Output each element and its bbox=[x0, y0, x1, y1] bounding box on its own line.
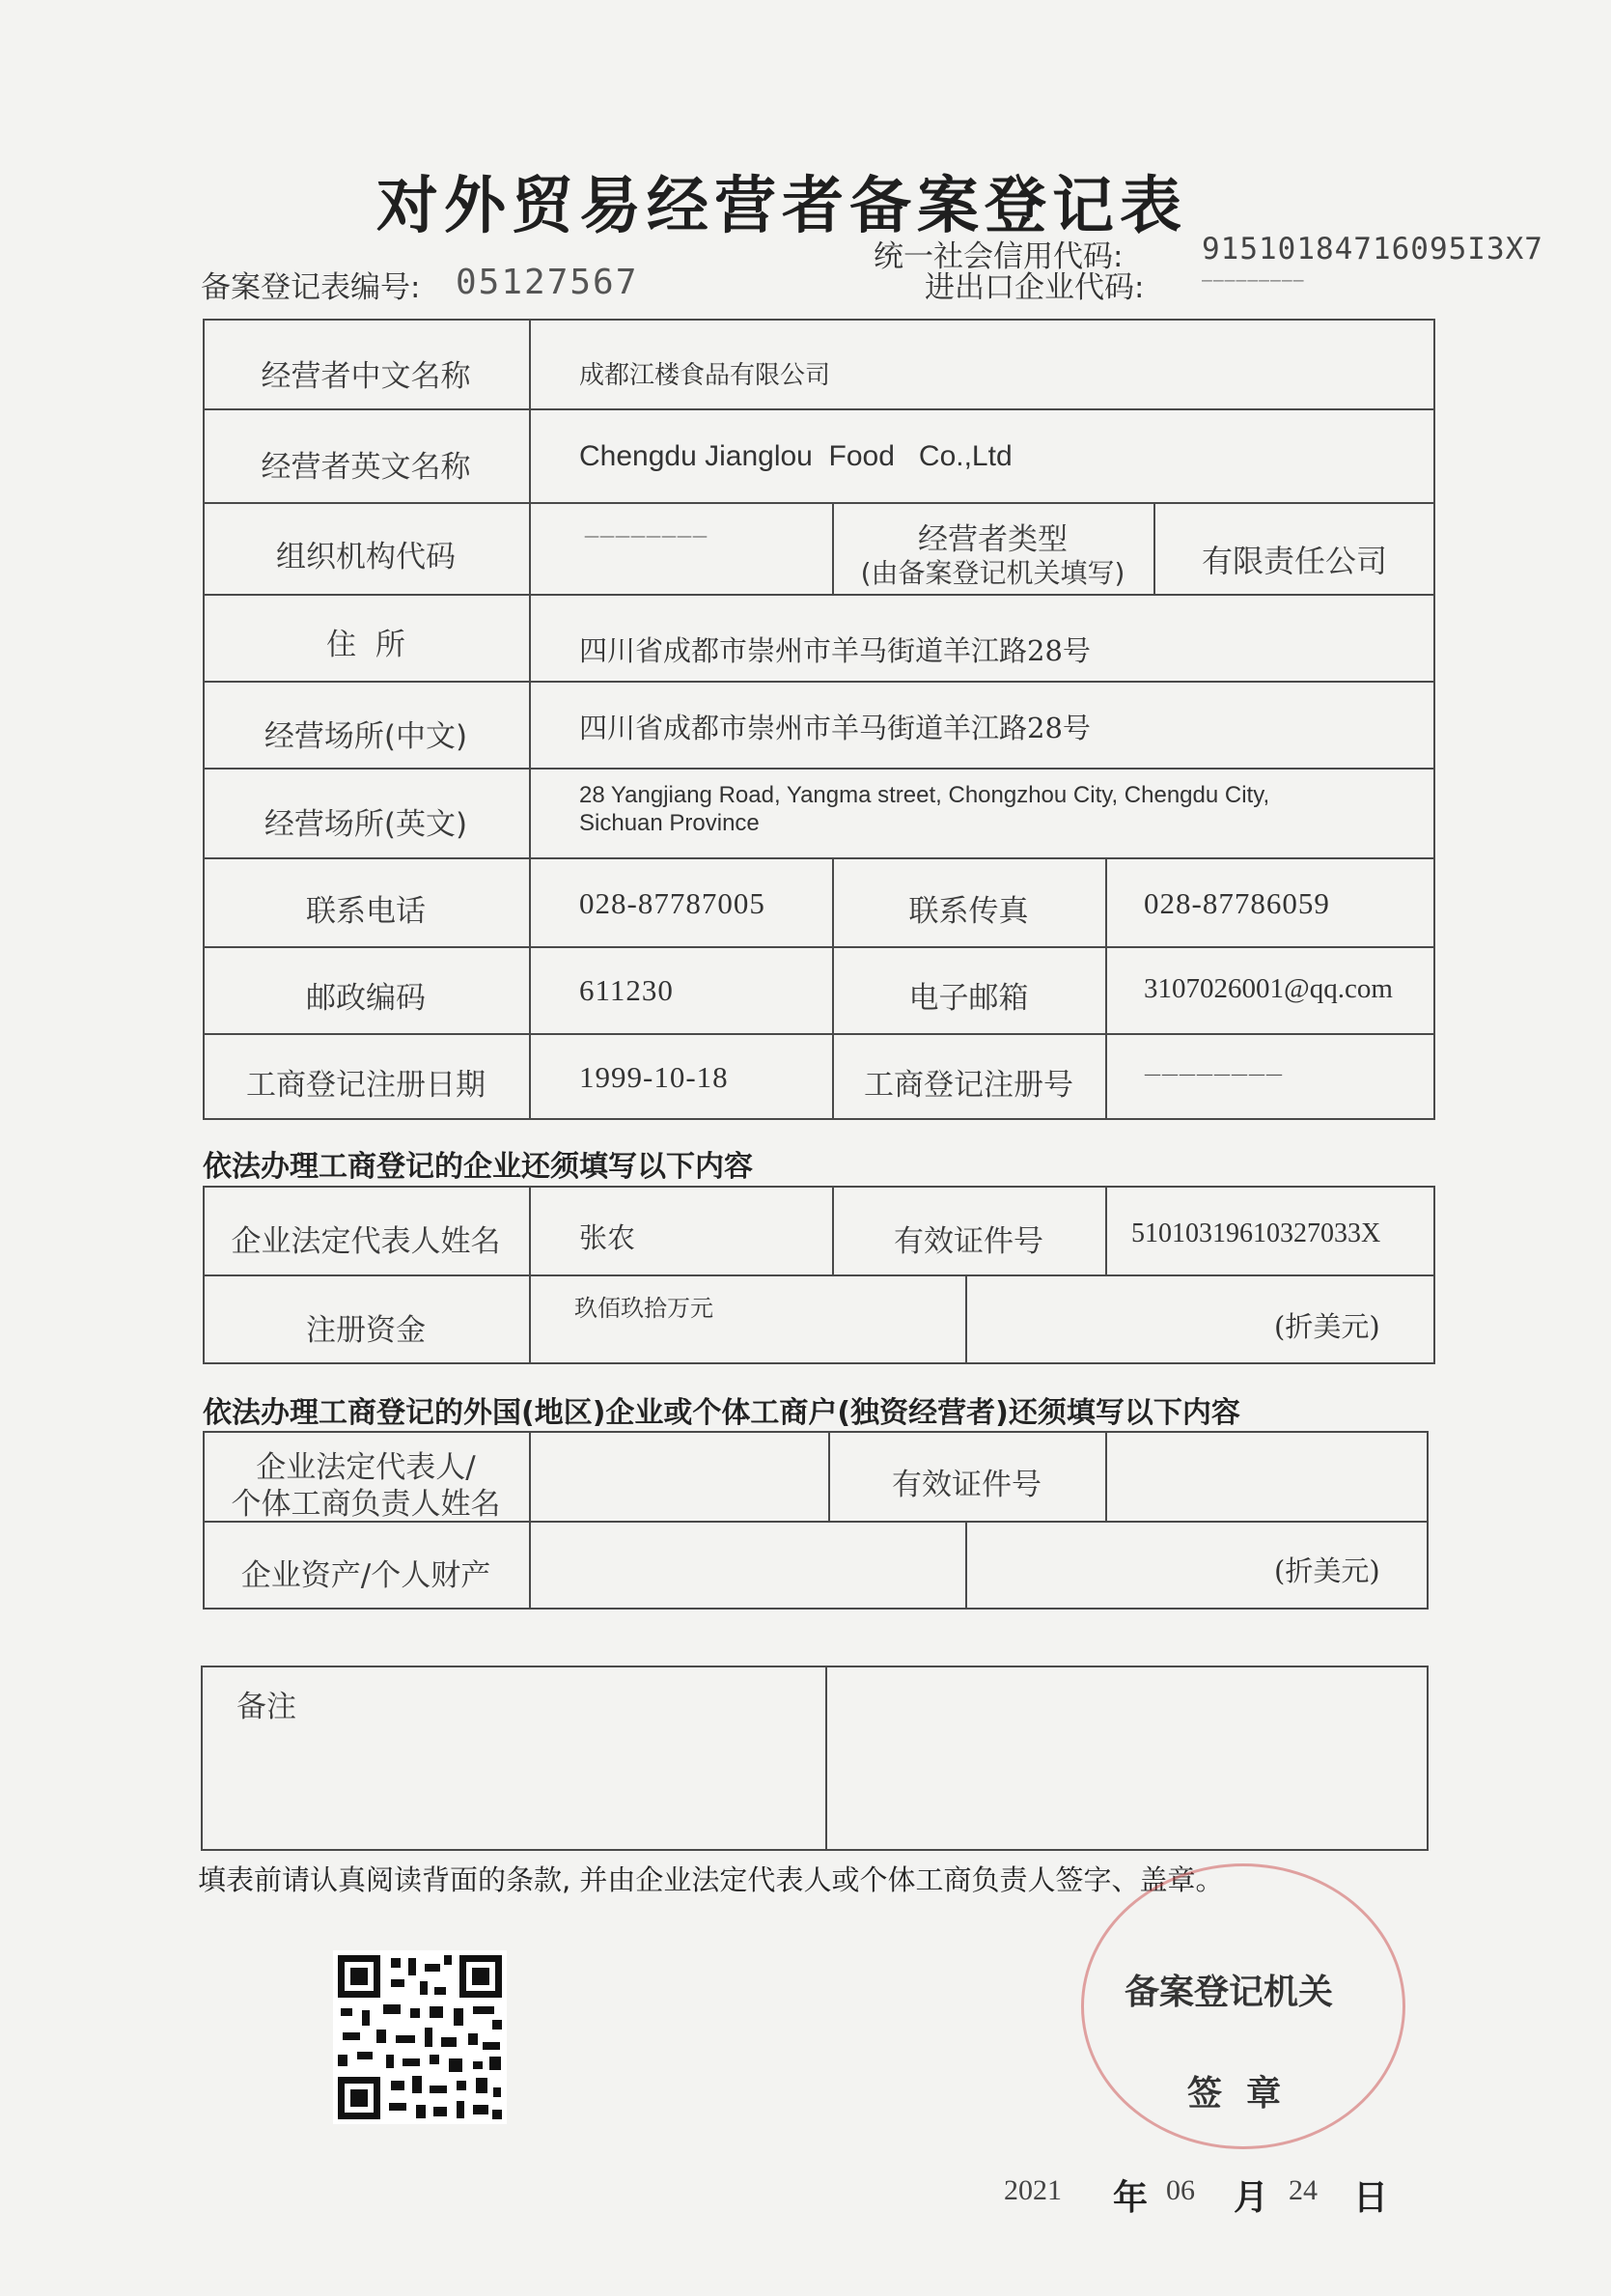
qr-code bbox=[333, 1950, 507, 2124]
foreign-rep-label-line1: 企业法定代表人/ bbox=[256, 1450, 476, 1485]
assets-usd-label: (折美元) bbox=[1274, 1554, 1380, 1587]
address-value: 四川省成都市崇州市羊马街道羊江路28号 bbox=[579, 634, 1091, 667]
registration-authority: 备案登记机关 bbox=[1125, 1973, 1334, 2012]
credit-code-label: 统一社会信用代码: bbox=[874, 239, 1124, 274]
foreign-id-label: 有效证件号 bbox=[892, 1468, 1042, 1502]
date-month: 06 bbox=[1166, 2174, 1195, 2206]
business-place-en-value-line2: Sichuan Province bbox=[579, 810, 760, 836]
date-year: 2021 bbox=[1004, 2174, 1062, 2206]
business-place-cn-value: 四川省成都市崇州市羊马街道羊江路28号 bbox=[579, 712, 1091, 744]
id-number-value: 51010319610327033X bbox=[1131, 1218, 1381, 1248]
assets-label: 企业资产/个人财产 bbox=[240, 1558, 491, 1593]
email-label: 电子邮箱 bbox=[908, 981, 1029, 1016]
org-code-label: 组织机构代码 bbox=[276, 540, 456, 574]
operator-type-label: 经营者类型 bbox=[918, 522, 1068, 557]
cn-name-value: 成都江楼食品有限公司 bbox=[579, 361, 831, 390]
date-day: 24 bbox=[1289, 2174, 1318, 2206]
org-code-value: ———————— bbox=[584, 526, 708, 545]
registered-capital-label: 注册资金 bbox=[306, 1313, 426, 1348]
date-year-unit: 年 bbox=[1113, 2178, 1149, 2218]
business-place-en-label: 经营场所(英文) bbox=[264, 807, 468, 842]
fax-label: 联系传真 bbox=[908, 894, 1029, 929]
section1-heading: 依法办理工商登记的企业还须填写以下内容 bbox=[203, 1150, 753, 1184]
postcode-value: 611230 bbox=[579, 973, 674, 1007]
registration-form-number-value: 05127567 bbox=[456, 263, 639, 302]
email-value: 3107026001@qq.com bbox=[1144, 973, 1393, 1004]
remarks-box bbox=[201, 1666, 1429, 1851]
date-month-unit: 月 bbox=[1234, 2178, 1269, 2218]
registration-number-label: 工商登记注册号 bbox=[864, 1068, 1073, 1103]
address-label: 住 所 bbox=[326, 628, 405, 662]
business-place-en-value-line1: 28 Yangjiang Road, Yangma street, Chongzhou City, Chengdu City, bbox=[579, 782, 1270, 808]
document-title: 对外贸易经营者备案登记表 bbox=[376, 171, 1187, 242]
registered-capital-value: 玖佰玖拾万元 bbox=[574, 1295, 713, 1322]
operator-type-value: 有限责任公司 bbox=[1201, 543, 1387, 579]
import-export-code-value: ————————— bbox=[1202, 270, 1305, 291]
footer-note: 填表前请认真阅读背面的条款, 并由企业法定代表人或个体工商负责人签字、盖章。 bbox=[198, 1863, 1224, 1896]
section2-heading: 依法办理工商登记的外国(地区)企业或个体工商户(独资经营者)还须填写以下内容 bbox=[203, 1396, 1240, 1430]
cn-name-label: 经营者中文名称 bbox=[261, 359, 471, 394]
seal-label: 签 章 bbox=[1187, 2074, 1282, 2114]
legal-rep-label: 企业法定代表人姓名 bbox=[231, 1224, 501, 1259]
import-export-code-label: 进出口企业代码: bbox=[925, 270, 1145, 305]
en-name-label: 经营者英文名称 bbox=[261, 450, 471, 485]
business-place-cn-label: 经营场所(中文) bbox=[264, 719, 468, 754]
credit-code-value: 91510184716095I3X7 bbox=[1202, 232, 1543, 266]
en-name-value: Chengdu Jianglou Food Co.,Ltd bbox=[579, 440, 1013, 472]
registration-date-label: 工商登记注册日期 bbox=[246, 1068, 486, 1103]
id-number-label: 有效证件号 bbox=[894, 1224, 1043, 1259]
remarks-label: 备注 bbox=[236, 1690, 296, 1724]
phone-label: 联系电话 bbox=[306, 894, 426, 929]
postcode-label: 邮政编码 bbox=[306, 981, 426, 1016]
registration-date-value: 1999-10-18 bbox=[579, 1060, 729, 1094]
legal-rep-value: 张农 bbox=[579, 1221, 636, 1254]
operator-type-sublabel: (由备案登记机关填写) bbox=[860, 557, 1125, 589]
date-day-unit: 日 bbox=[1353, 2178, 1389, 2218]
registration-number-value: ———————— bbox=[1144, 1064, 1283, 1084]
phone-value: 028-87787005 bbox=[579, 886, 765, 920]
registration-form-number-label: 备案登记表编号: bbox=[201, 270, 421, 305]
fax-value: 028-87786059 bbox=[1144, 886, 1330, 920]
foreign-rep-label-line2: 个体工商负责人姓名 bbox=[231, 1487, 501, 1522]
capital-usd-label: (折美元) bbox=[1274, 1310, 1380, 1343]
